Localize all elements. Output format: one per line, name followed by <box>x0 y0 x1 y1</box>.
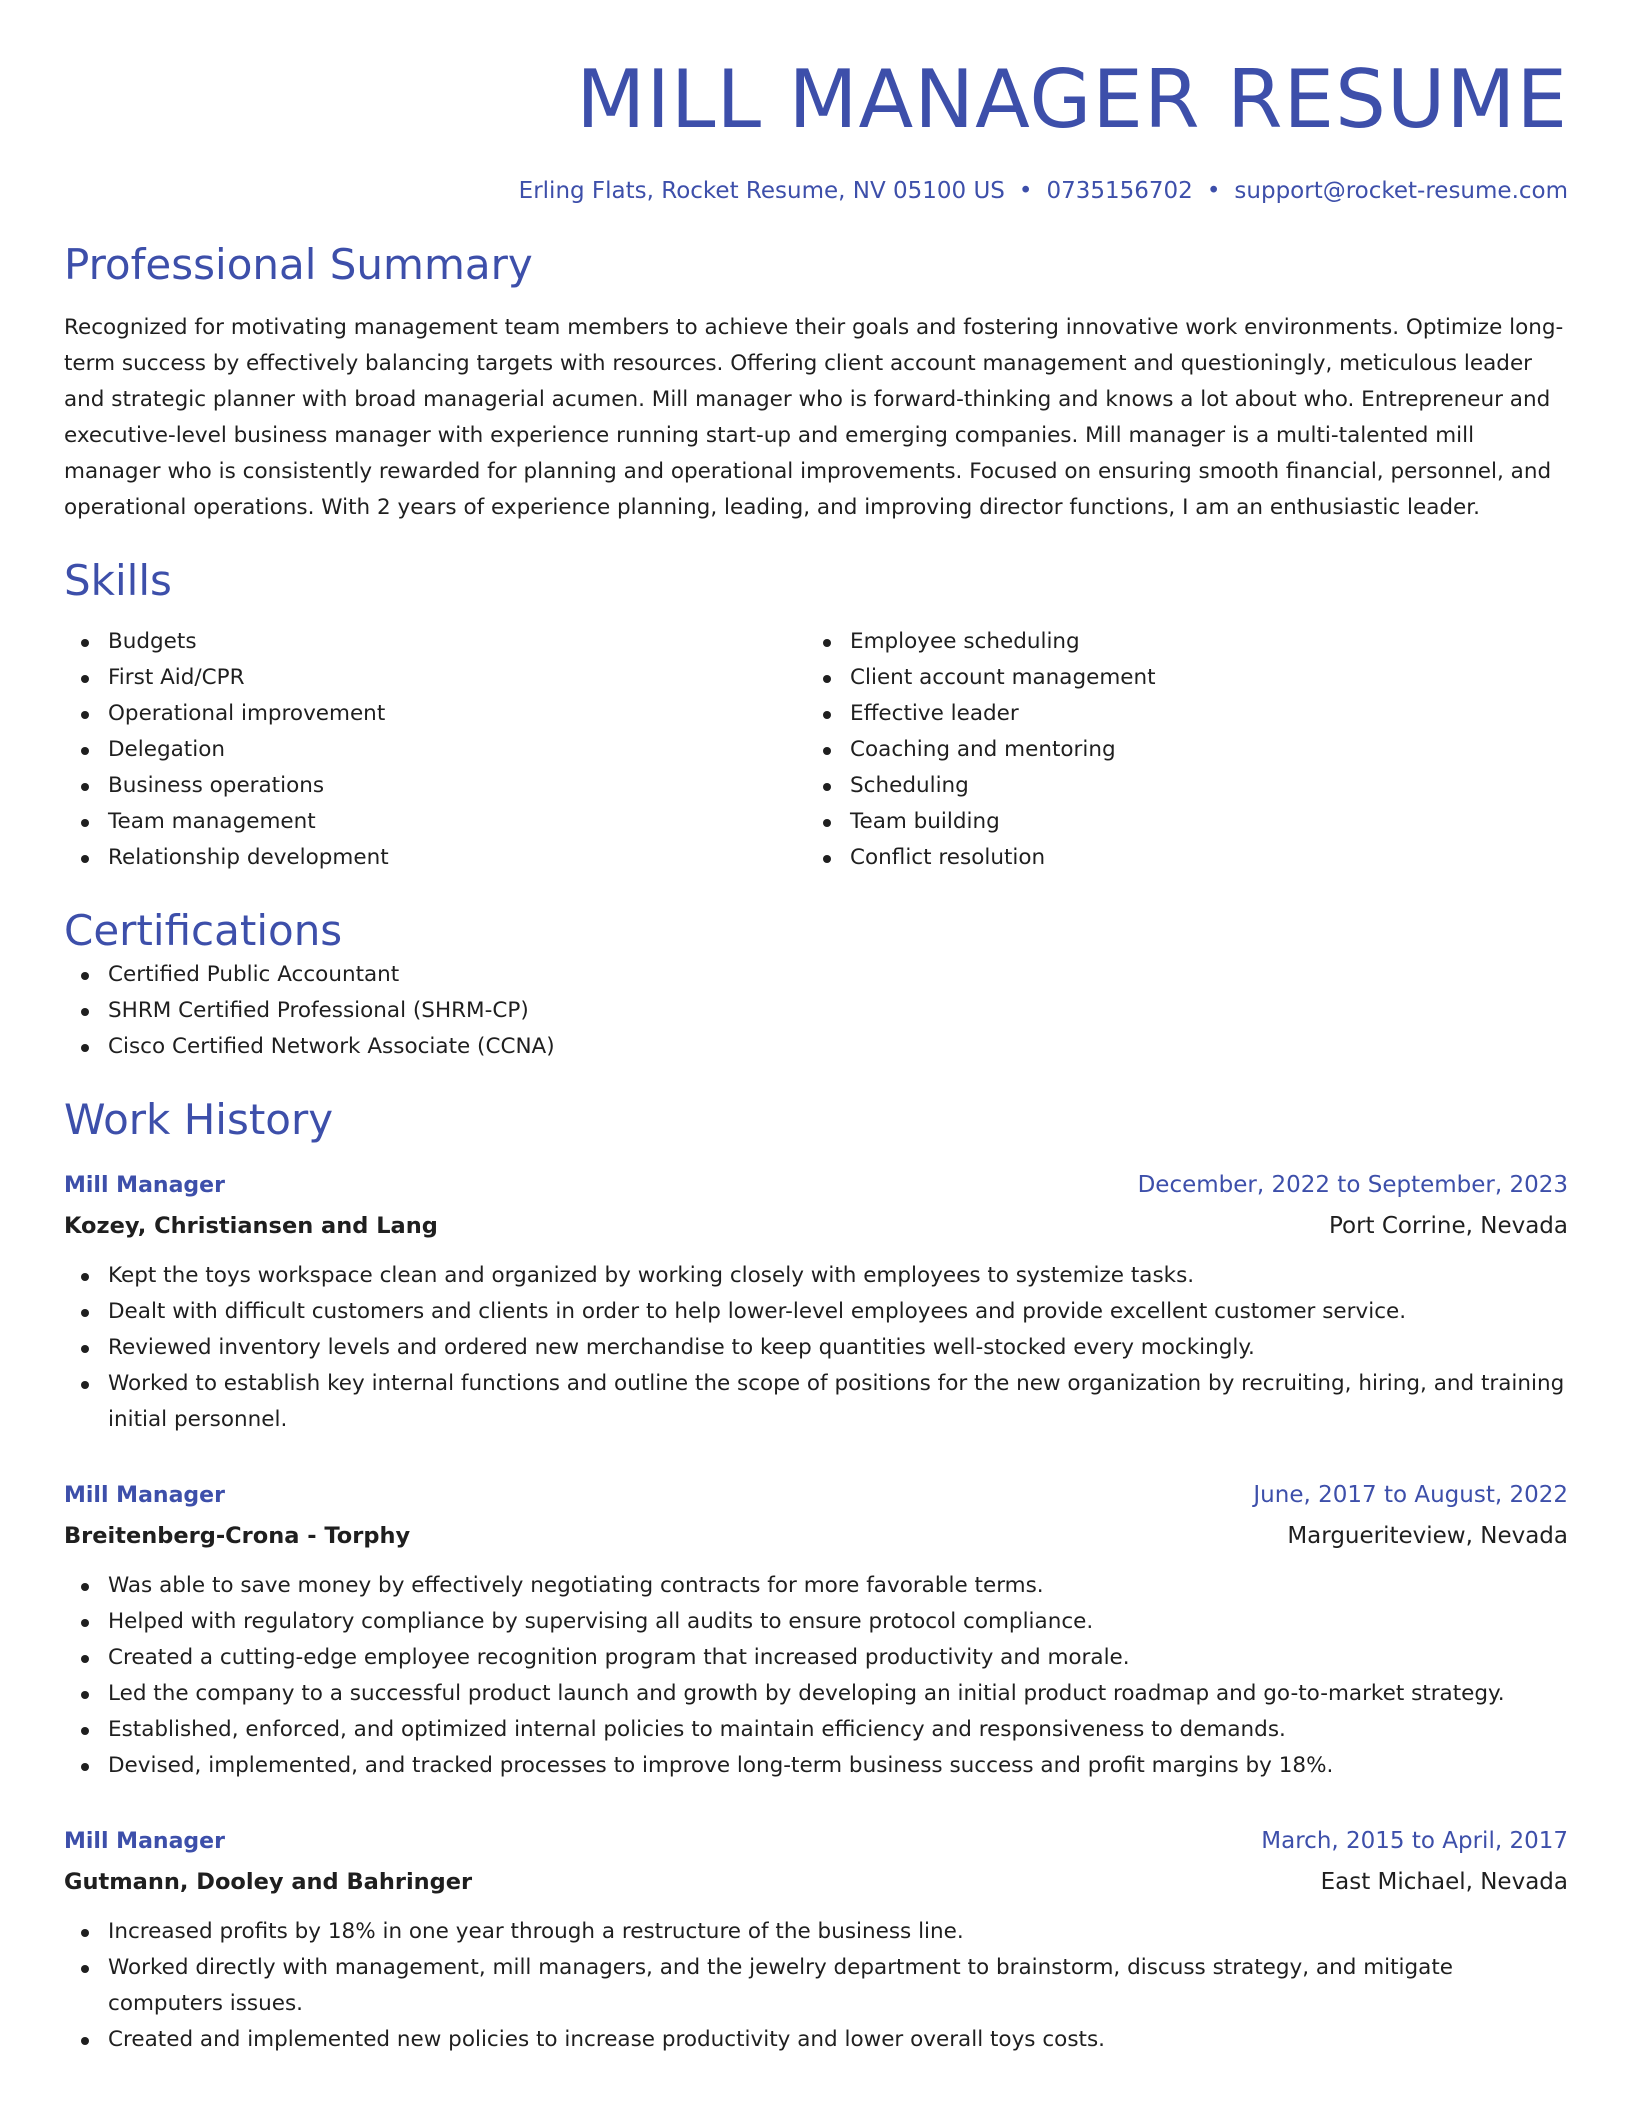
skill-item: Client account management <box>806 660 1548 696</box>
job-bullet: Established, enforced, and optimized internal policies to maintain efficiency and responsiveness to demands. <box>64 1712 1568 1748</box>
skill-item: Employee scheduling <box>806 624 1548 660</box>
job-entry <box>64 1165 1568 1438</box>
job-header-row <box>64 1165 1568 1206</box>
skill-item: Relationship development <box>64 840 806 876</box>
skill-item: Delegation <box>64 732 806 768</box>
job-company-row <box>64 1862 1568 1902</box>
job-bullets <box>64 1568 1568 1784</box>
skills-right-list <box>806 624 1548 876</box>
skill-item: First Aid/CPR <box>64 660 806 696</box>
job-title: Mill Manager <box>64 1173 225 1199</box>
job-header-row <box>64 1475 1568 1516</box>
job-header-row <box>64 1821 1568 1862</box>
job-location: Port Corrine, Nevada <box>1328 1213 1568 1240</box>
summary-heading: Professional Summary <box>64 239 533 289</box>
contact-separator: • <box>1206 178 1221 204</box>
job-title: Mill Manager <box>64 1483 225 1509</box>
job-company: Breitenberg-Crona - Torphy <box>64 1523 411 1550</box>
contact-separator: • <box>1018 178 1033 204</box>
resume-title: MILL MANAGER RESUME <box>576 53 1568 146</box>
work-history-heading: Work History <box>64 1094 334 1144</box>
skills-left-list <box>64 624 806 876</box>
job-bullet: Kept the toys workspace clean and organized by working closely with employees to systemize tasks. <box>64 1258 1568 1294</box>
skill-item: Budgets <box>64 624 806 660</box>
job-entry <box>64 1475 1568 1784</box>
job-title: Mill Manager <box>64 1829 225 1855</box>
skill-item: Operational improvement <box>64 696 806 732</box>
certification-item: SHRM Certified Professional (SHRM-CP) <box>64 993 1568 1029</box>
certification-item: Cisco Certified Network Associate (CCNA) <box>64 1029 1568 1065</box>
job-company: Kozey, Christiansen and Lang <box>64 1213 438 1240</box>
skill-item: Team building <box>806 804 1548 840</box>
skill-item: Effective leader <box>806 696 1548 732</box>
job-dates: June, 2017 to August, 2022 <box>1253 1482 1568 1509</box>
job-bullet: Created a cutting-edge employee recognition program that increased productivity and morale. <box>64 1640 1568 1676</box>
job-bullet: Worked directly with management, mill managers, and the jewelry department to brainstorm, discuss strategy, and mitigate computers issues. <box>64 1950 1568 2022</box>
job-bullet: Worked to establish key internal functions and outline the scope of positions for the new organization by recruiting, hiring, and training initial personnel. <box>64 1366 1568 1438</box>
job-dates: December, 2022 to September, 2023 <box>1137 1172 1568 1199</box>
skill-item: Conflict resolution <box>806 840 1548 876</box>
job-bullet: Reviewed inventory levels and ordered new merchandise to keep quantities well-stocked every mockingly. <box>64 1330 1568 1366</box>
certifications-list <box>64 957 1568 1065</box>
summary-text: Recognized for motivating management team members to achieve their goals and fostering innovative work environments. Optimize long-term success by effectively balancing targets with resources. Offering client account management and questioningly, meticulous leader and strategic planner with broad managerial acumen. Mill manager who is forward-thinking and knows a lot about who. Entrepreneur and executive-level business manager with experience running start-up and emerging companies. Mill manager is a multi-talented mill manager who is consistently rewarded for planning and operational improvements. Focused on ensuring smooth financial, personnel, and operational operations. With 2 years of experience planning, leading, and improving director functions, I am an enthusiastic leader. <box>64 314 1564 520</box>
job-bullet: Was able to save money by effectively negotiating contracts for more favorable terms. <box>64 1568 1568 1604</box>
job-entry <box>64 1821 1568 2058</box>
contact-email[interactable]: support@rocket-resume.com <box>1234 178 1568 204</box>
contact-line <box>64 178 1568 206</box>
job-bullet: Helped with regulatory compliance by supervising all audits to ensure protocol compliance. <box>64 1604 1568 1640</box>
job-bullet: Dealt with difficult customers and clients in order to help lower-level employees and provide excellent customer service. <box>64 1294 1568 1330</box>
job-dates: March, 2015 to April, 2017 <box>1261 1828 1568 1855</box>
certification-item: Certified Public Accountant <box>64 957 1568 993</box>
skill-item: Business operations <box>64 768 806 804</box>
job-bullets <box>64 1914 1568 2058</box>
contact-address: Erling Flats, Rocket Resume, NV 05100 US <box>518 178 1005 204</box>
job-bullet: Increased profits by 18% in one year through a restructure of the business line. <box>64 1914 1568 1950</box>
job-company: Gutmann, Dooley and Bahringer <box>64 1869 473 1896</box>
skill-item: Scheduling <box>806 768 1548 804</box>
skill-item: Team management <box>64 804 806 840</box>
job-bullet: Led the company to a successful product launch and growth by developing an initial product roadmap and go-to-market strategy. <box>64 1676 1568 1712</box>
job-bullet: Devised, implemented, and tracked processes to improve long-term business success and profit margins by 18%. <box>64 1748 1568 1784</box>
certifications-heading: Certifications <box>64 906 343 956</box>
job-location: Margueriteview, Nevada <box>1287 1523 1568 1550</box>
skill-item: Coaching and mentoring <box>806 732 1548 768</box>
job-company-row <box>64 1516 1568 1556</box>
job-location: East Michael, Nevada <box>1320 1869 1568 1896</box>
job-company-row <box>64 1206 1568 1246</box>
job-bullets <box>64 1258 1568 1438</box>
skills-columns <box>64 624 1568 876</box>
job-bullet: Created and implemented new policies to increase productivity and lower overall toys costs. <box>64 2022 1568 2058</box>
contact-phone: 0735156702 <box>1046 178 1193 204</box>
skills-heading: Skills <box>64 555 172 605</box>
